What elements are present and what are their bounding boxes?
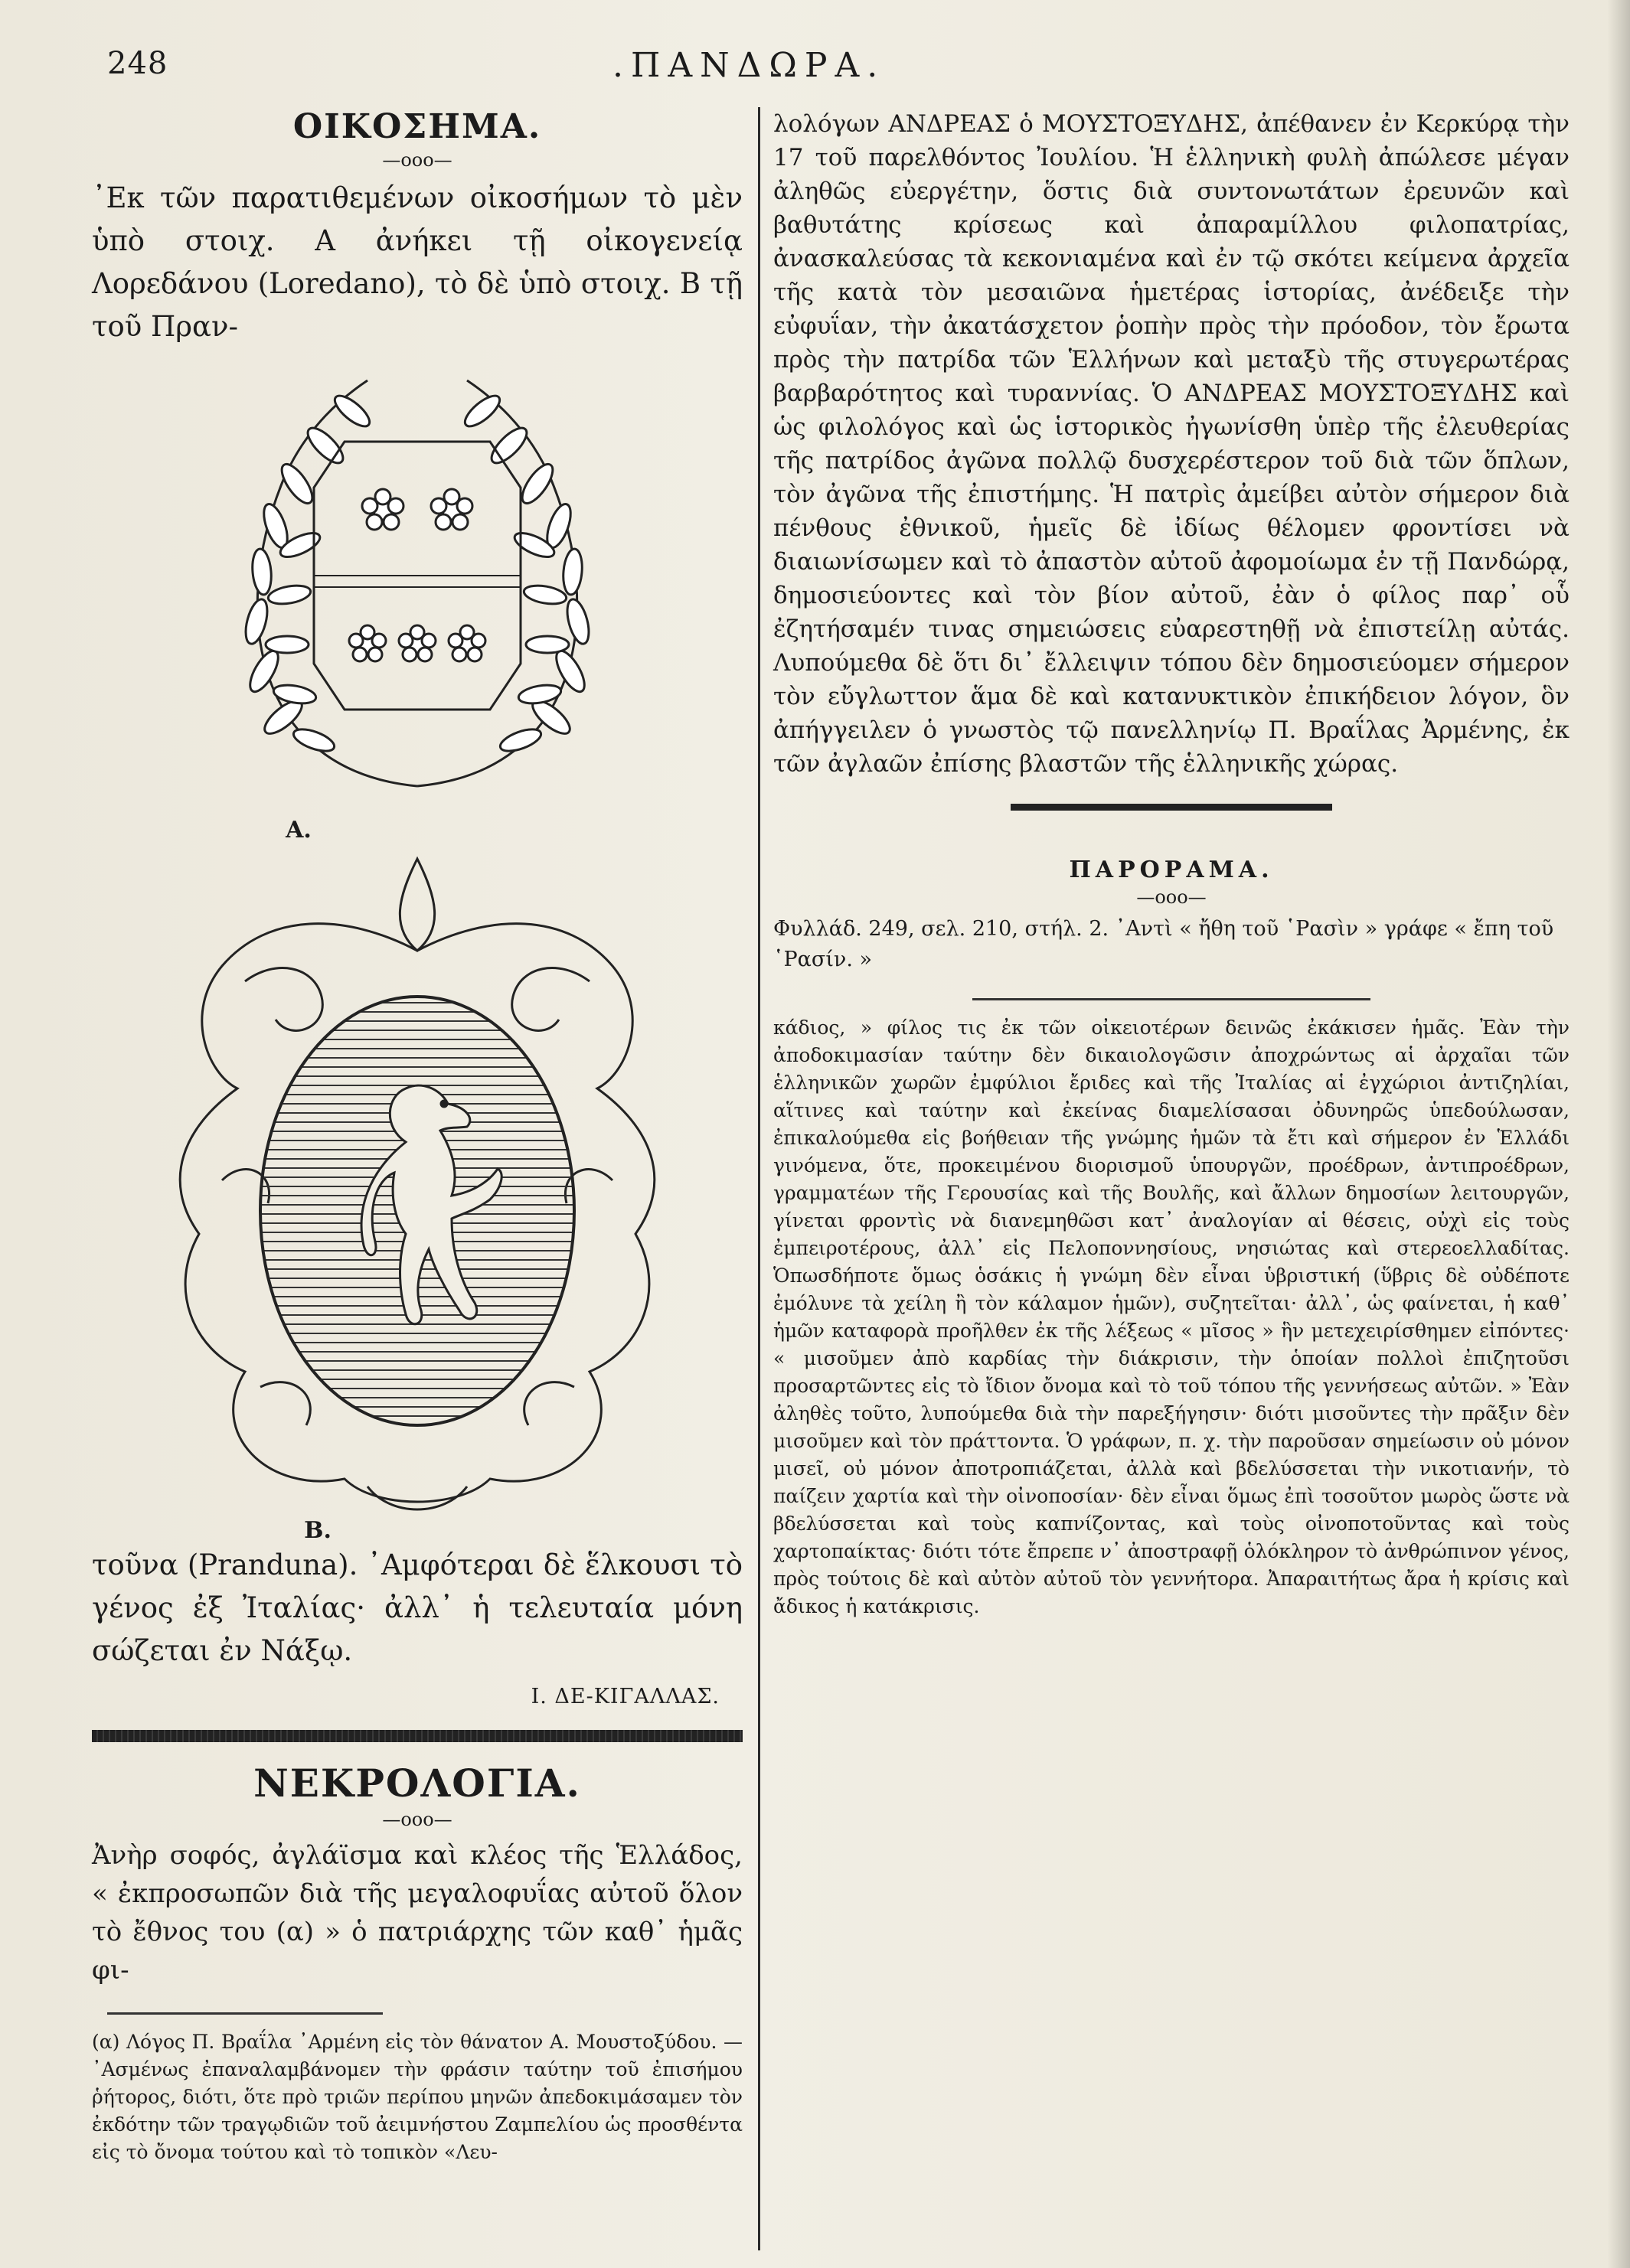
- oikosima-signature: Ι. ΔΕ-ΚΙΓΑΛΛΑΣ.: [531, 1685, 720, 1708]
- coat-of-arms-a: [92, 357, 743, 844]
- footnote-continued: κάδιος, » φίλος τις ἐκ τῶν οἰκειοτέρων δεινῶς ἐκάκισεν ἡμᾶς. Ἐὰν τὴν ἀποδοκιμασίαν ταύτην δὲν δικαιολογῶσιν ἀποχρώντως αἱ ἀρχαῖαι τῶν ἑλληνικῶν χωρῶν ἐμφύλιοι ἔριδες καὶ τῆς Ἰταλίας αἱ ἐγχώριοι ἀντιζηλίαι, αἵτινες καὶ ταύτην καὶ ἐκείνας διαμελίσασαι ὀδυνηρῶς ὑπεδούλωσαν, ἐπικαλούμεθα εἰς βοήθειαν τῆς γνώμης ἡμῶν τὰ ἔτι καὶ σήμερον ἐν Ἑλλάδι γινόμενα, ὅτε, προκειμένου διορισμοῦ ὑπουργῶν, προέδρων, ἀντιπροέδρων, γραμματέων τῆς Γερουσίας καὶ τῆς Βουλῆς, καὶ ἄλλων δημοσίων λειτουργῶν, γίνεται φροντὶς νὰ διανεμηθῶσι κατ᾽ ἀναλογίαν αἱ θέσεις, οὐχὶ εἰς τοὺς ἐμπειροτέρους, ἀλλ᾽ εἰς Πελοποννησίους, νησιώτας καὶ στερεοελλαδίτας. Ὁπωσδήποτε ὅμως ὁσάκις ἡ γνώμη δὲν εἶναι ὑβριστική (ὕβρις δὲ οὐδέποτε ἐμόλυνε τὰ χείλη ἢ τὸν κάλαμον ἡμῶν), συζητεῖται· ἀλλ᾽, ὡς φαίνεται, ἡ καθ᾽ ἡμῶν καταφορὰ προῆλθεν ἐκ τῆς λέξεως « μῖσος » ἣν μετεχειρίσθημεν εἰπόντες· « μισοῦμεν ἀπὸ καρδίας τὴν διάκρισιν, τὴν ὁποίαν πολλοὶ ἐπιζητοῦσι προσαρτῶντες εἰς τὸ ἴδιον ὄνομα καὶ τὸ τοῦ τόπου τῆς γεννήσεως αὐτῶν. » Ἐὰν ἀληθὲς τοῦτο, λυπούμεθα διὰ τὴν παρεξήγησιν· διότι μισοῦντες τὴν πρᾶξιν δὲν μισοῦμεν καὶ τὸν πράττοντα. Ὁ γράφων, π. χ. τὴν παροῦσαν σημείωσιν οὐ μόνον μισεῖ, οὐ μόνον ἀποτροπιάζεται, ἀλλὰ καὶ βδελύσσεται τὴν νικοτιανήν, τὸ παίζειν χαρτία καὶ τὴν οἰνοποσίαν· δὲν εἶναι ὅμως ἐπὶ τοσοῦτον μωρὸς ὥστε νὰ βδελύσσεται καὶ τοὺς καπνίζοντας, καὶ τοὺς οἰνοποτοῦντας καὶ τοὺς χαρτοπαίκτας· διότι τότε ἔπρεπε ν᾽ ἀποστραφῇ ὁλόκληρον τὸ ἀνθρώπινον γένος, πρὸς τούτοις δὲ καὶ αὐτὸν αὐτοῦ τὸν γεννήτορα. Ἀπαραιτήτως ἄρα ἡ κρίσις καὶ ἄδικος ἡ κατάκρισις.: [773, 1017, 1570, 1617]
- page-number: 248: [107, 46, 168, 81]
- page-edge-shadow: [1607, 0, 1630, 2268]
- parorama-title: ΠΑΡΟΡΑΜΑ.: [1069, 857, 1274, 883]
- loredano-arms-icon: [92, 357, 743, 817]
- footnote-rule: [107, 2012, 383, 2015]
- figure-label-a: A.: [286, 817, 312, 844]
- column-rule: [758, 107, 760, 2250]
- section-divider: [92, 1730, 743, 1742]
- necrologia-ornament: —ooo—: [382, 1809, 452, 1830]
- necrologia-title: ΝΕΚΡΟΛΟΓΙΑ.: [253, 1761, 581, 1806]
- pranduna-arms-icon: [92, 851, 743, 1525]
- oikosima-title: ΟΙΚΟΣΗΜΑ.: [292, 107, 542, 146]
- coat-of-arms-b: [92, 851, 743, 1544]
- oikosima-text-continued: τοῦνα (Pranduna). ᾽Αμφότεραι δὲ ἕλκουσι τὸ γένος ἐξ Ἰταλίας· ἀλλ᾽ ἡ τελευταία μόνη σώζεται ἐν Νάξῳ.: [92, 1548, 743, 1667]
- oikosima-text: ᾽Εκ τῶν παρατιθεμένων οἰκοσήμων τὸ μὲν ὑπὸ στοιχ. Α ἀνήκει τῇ οἰκογενείᾳ Λορεδάνου (Loredano), τὸ δὲ ὑπὸ στοιχ. Β τῇ τοῦ Πραν-: [92, 181, 743, 343]
- necrologia-text-continued: λολόγων ΑΝΔΡΕΑΣ ὁ ΜΟΥΣΤΟΞΥΔΗΣ, ἀπέθανεν ἐν Κερκύρᾳ τὴν 17 τοῦ παρελθόντος Ἰουλίου. Ἡ ἑλληνικὴ φυλὴ ἀπώλεσε μέγαν ἀληθῶς εὐεργέτην, ὅστις διὰ συντονωτάτων ἐρευνῶν καὶ βαθυτάτης κρίσεως καὶ ἀπαραμίλλου φιλοπατρίας, ἀνασκαλεύσας τὰ κεκονιαμένα καὶ ἐν τῷ σκότει κείμενα ἀρχεῖα τῆς κατὰ τὸν μεσαιῶνα ἡμετέρας ἱστορίας, ἀνέδειξε τὴν εὐφυΐαν, τὴν ἀκατάσχετον ῥοπὴν πρὸς τὴν πρόοδον, τὸν ἔρωτα πρὸς τὴν πατρίδα τῶν Ἑλλήνων καὶ μεταξὺ τῆς στυγερωτέρας βαρβαρότητος καὶ τυραννίας. Ὁ ΑΝΔΡΕΑΣ ΜΟΥΣΤΟΞΥΔΗΣ καὶ ὡς φιλολόγος καὶ ὡς ἱστορικὸς ἠγωνίσθη ὑπὲρ τῆς ἐλευθερίας τῆς πατρίδος ἀγῶνα πολλῷ δυσχερέστερον τοῦ διὰ τῶν ὅπλων, τὸν ἀγῶνα τῆς ἐπιστήμης. Ἡ πατρὶς ἀμείβει αὐτὸν σήμερον διὰ πένθους ἐθνικοῦ, ἡμεῖς δὲ ἰδίως θέλομεν φροντίσει νὰ διαιωνίσωμεν καὶ τὸ ἀπαστὸν αὐτοῦ ἀφομοίωμα ἐν τῇ Πανδώρᾳ, δημοσιεύοντες καὶ τὸν βίον αὐτοῦ, ἐὰν ὁ φίλος παρ᾽ οὗ ἐζητήσαμέν τινας σημειώσεις εὐαρεστηθῇ νὰ ἐπιστείλῃ αὐτάς. Λυπούμεθα δὲ ὅτι δι᾽ ἔλλειψιν τόπου δὲν δημοσιεύομεν σήμερον τὸν εὔγλωττον ἅμα δὲ καὶ κατανυκτικὸν ἐπικήδειον λόγον, ὃν ἀπήγγειλεν ὁ γνωστὸς τῷ πανελληνίῳ Π. Βραΐλας Ἀρμένης, ἐκ τῶν ἀγλαῶν ἐπίσης βλαστῶν τῆς ἑλληνικῆς χώρας.: [773, 110, 1570, 778]
- right-column: [773, 107, 1570, 1620]
- running-head: [0, 46, 1630, 92]
- journal-title: .ΠΑΝΔΩΡΑ.: [612, 46, 886, 85]
- necrologia-end-rule: [1011, 804, 1332, 811]
- parorama-ornament: —ooo—: [1136, 886, 1207, 908]
- footnote-alpha: (α) Λόγος Π. Βραΐλα ᾽Αρμένη εἰς τὸν θάνατον Α. Μουστοξύδου. — ᾽Ασμένως ἐπαναλαμβάνομεν τὴν φράσιν ταύτην τοῦ ἐπισήμου ῥήτορος, διότι, ὅτε πρὸ τριῶν περίπου μηνῶν ἀπεδοκιμάσαμεν τὸν ἐκδότην τῶν τραγῳδιῶν τοῦ ἀειμνήστου Ζαμπελίου ὡς προσθέντα εἰς τὸ ὄνομα τούτου καὶ τὸ τοπικὸν «Λευ-: [92, 2031, 743, 2163]
- footnote-continuation-rule: [972, 998, 1370, 1000]
- oikosima-ornament: —ooo—: [382, 149, 452, 171]
- figure-label-b: B.: [304, 1517, 332, 1544]
- necrologia-text: Ἀνὴρ σοφός, ἀγλάϊσμα καὶ κλέος τῆς Ἑλλάδος, « ἐκπροσωπῶν διὰ τῆς μεγαλοφυΐας αὐτοῦ ὅλον τὸ ἔθνος του (α) » ὁ πατριάρχης τῶν καθ᾽ ἡμᾶς φι-: [92, 1840, 743, 1986]
- left-column: [92, 107, 743, 2166]
- parorama-text: Φυλλάδ. 249, σελ. 210, στήλ. 2. ᾽Αντὶ « ἤθη τοῦ ῾Ρασὶν » γράφε « ἔπη τοῦ ῾Ρασίν. »: [773, 917, 1554, 971]
